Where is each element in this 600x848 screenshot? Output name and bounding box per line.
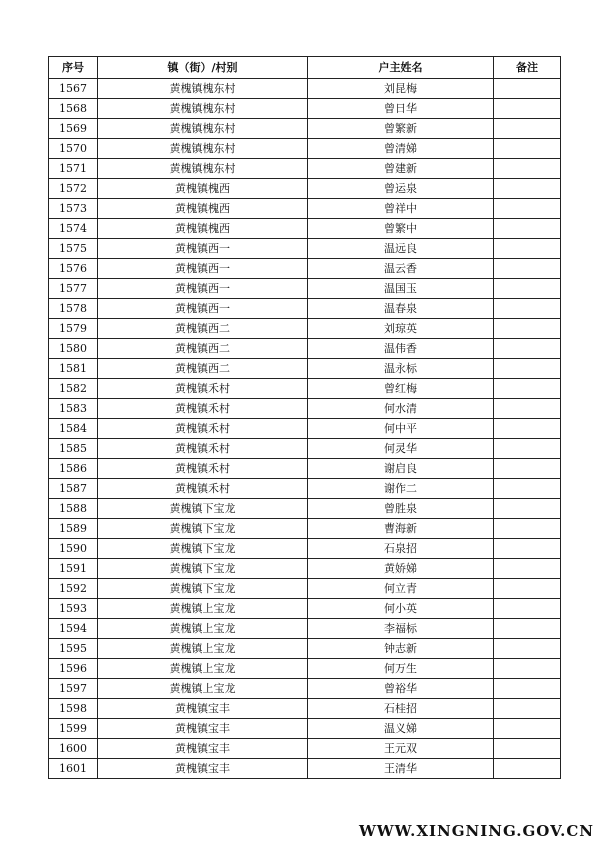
town-village-cell: 黄槐镇槐西 — [98, 219, 308, 239]
householder-name-cell: 何万生 — [308, 659, 494, 679]
table-body — [49, 79, 561, 779]
town-village-cell: 黄槐镇下宝龙 — [98, 539, 308, 559]
householder-name-cell: 温远良 — [308, 239, 494, 259]
remarks-cell — [494, 659, 561, 679]
serial-number-cell: 1595 — [49, 639, 98, 659]
householder-name-cell: 王清华 — [308, 759, 494, 779]
remarks-cell — [494, 439, 561, 459]
serial-number-cell: 1582 — [49, 379, 98, 399]
householder-name-cell: 石桂招 — [308, 699, 494, 719]
table-row — [49, 99, 561, 119]
town-village-cell: 黄槐镇下宝龙 — [98, 579, 308, 599]
table-row — [49, 419, 561, 439]
table-row — [49, 619, 561, 639]
header-remarks: 备注 — [494, 57, 561, 79]
table-row — [49, 179, 561, 199]
remarks-cell — [494, 559, 561, 579]
householder-name-cell: 何中平 — [308, 419, 494, 439]
serial-number-cell: 1596 — [49, 659, 98, 679]
town-village-cell: 黄槐镇槐东村 — [98, 159, 308, 179]
householder-name-cell: 钟志新 — [308, 639, 494, 659]
table-row — [49, 759, 561, 779]
table-row — [49, 399, 561, 419]
remarks-cell — [494, 719, 561, 739]
householder-name-cell: 王元双 — [308, 739, 494, 759]
serial-number-cell: 1587 — [49, 479, 98, 499]
remarks-cell — [494, 139, 561, 159]
town-village-cell: 黄槐镇禾村 — [98, 399, 308, 419]
town-village-cell: 黄槐镇槐西 — [98, 199, 308, 219]
town-village-cell: 黄槐镇西一 — [98, 279, 308, 299]
householder-name-cell: 曾清娣 — [308, 139, 494, 159]
header-serial-number: 序号 — [49, 57, 98, 79]
householder-name-cell: 刘昆梅 — [308, 79, 494, 99]
town-village-cell: 黄槐镇禾村 — [98, 459, 308, 479]
table-row — [49, 579, 561, 599]
householder-name-cell: 黄娇娣 — [308, 559, 494, 579]
town-village-cell: 黄槐镇西一 — [98, 239, 308, 259]
remarks-cell — [494, 639, 561, 659]
town-village-cell: 黄槐镇西一 — [98, 299, 308, 319]
serial-number-cell: 1574 — [49, 219, 98, 239]
table-row — [49, 339, 561, 359]
remarks-cell — [494, 259, 561, 279]
remarks-cell — [494, 679, 561, 699]
household-roster-table — [48, 56, 561, 779]
householder-name-cell: 温伟香 — [308, 339, 494, 359]
serial-number-cell: 1576 — [49, 259, 98, 279]
remarks-cell — [494, 359, 561, 379]
householder-name-cell: 石泉招 — [308, 539, 494, 559]
remarks-cell — [494, 539, 561, 559]
serial-number-cell: 1586 — [49, 459, 98, 479]
town-village-cell: 黄槐镇西二 — [98, 339, 308, 359]
table-row — [49, 679, 561, 699]
town-village-cell: 黄槐镇下宝龙 — [98, 519, 308, 539]
remarks-cell — [494, 339, 561, 359]
table-row — [49, 359, 561, 379]
header-town-village: 镇（街）/村别 — [98, 57, 308, 79]
remarks-cell — [494, 479, 561, 499]
town-village-cell: 黄槐镇禾村 — [98, 439, 308, 459]
remarks-cell — [494, 519, 561, 539]
town-village-cell: 黄槐镇槐东村 — [98, 99, 308, 119]
table-row — [49, 699, 561, 719]
table-row — [49, 479, 561, 499]
remarks-cell — [494, 599, 561, 619]
table-header — [49, 57, 561, 79]
serial-number-cell: 1567 — [49, 79, 98, 99]
remarks-cell — [494, 319, 561, 339]
remarks-cell — [494, 399, 561, 419]
table-row — [49, 219, 561, 239]
town-village-cell: 黄槐镇上宝龙 — [98, 639, 308, 659]
remarks-cell — [494, 699, 561, 719]
town-village-cell: 黄槐镇西二 — [98, 359, 308, 379]
table-row — [49, 379, 561, 399]
serial-number-cell: 1593 — [49, 599, 98, 619]
householder-name-cell: 曹海新 — [308, 519, 494, 539]
householder-name-cell: 何立青 — [308, 579, 494, 599]
town-village-cell: 黄槐镇禾村 — [98, 379, 308, 399]
serial-number-cell: 1591 — [49, 559, 98, 579]
town-village-cell: 黄槐镇上宝龙 — [98, 599, 308, 619]
serial-number-cell: 1599 — [49, 719, 98, 739]
serial-number-cell: 1577 — [49, 279, 98, 299]
remarks-cell — [494, 219, 561, 239]
table-row — [49, 639, 561, 659]
serial-number-cell: 1583 — [49, 399, 98, 419]
table-row — [49, 279, 561, 299]
householder-name-cell: 谢作二 — [308, 479, 494, 499]
householder-name-cell: 谢启良 — [308, 459, 494, 479]
householder-name-cell: 温云香 — [308, 259, 494, 279]
serial-number-cell: 1581 — [49, 359, 98, 379]
householder-name-cell: 李福标 — [308, 619, 494, 639]
remarks-cell — [494, 179, 561, 199]
remarks-cell — [494, 279, 561, 299]
serial-number-cell: 1580 — [49, 339, 98, 359]
town-village-cell: 黄槐镇下宝龙 — [98, 499, 308, 519]
serial-number-cell: 1569 — [49, 119, 98, 139]
householder-name-cell: 温永标 — [308, 359, 494, 379]
serial-number-cell: 1571 — [49, 159, 98, 179]
table-row — [49, 159, 561, 179]
householder-name-cell: 曾裕华 — [308, 679, 494, 699]
serial-number-cell: 1598 — [49, 699, 98, 719]
remarks-cell — [494, 619, 561, 639]
table-row — [49, 139, 561, 159]
table-row — [49, 199, 561, 219]
serial-number-cell: 1570 — [49, 139, 98, 159]
serial-number-cell: 1575 — [49, 239, 98, 259]
remarks-cell — [494, 119, 561, 139]
town-village-cell: 黄槐镇宝丰 — [98, 719, 308, 739]
table-row — [49, 659, 561, 679]
town-village-cell: 黄槐镇下宝龙 — [98, 559, 308, 579]
table-row — [49, 79, 561, 99]
householder-name-cell: 曾运泉 — [308, 179, 494, 199]
table-row — [49, 499, 561, 519]
serial-number-cell: 1568 — [49, 99, 98, 119]
householder-name-cell: 何小英 — [308, 599, 494, 619]
table-row — [49, 459, 561, 479]
town-village-cell: 黄槐镇上宝龙 — [98, 659, 308, 679]
serial-number-cell: 1594 — [49, 619, 98, 639]
householder-name-cell: 温义娣 — [308, 719, 494, 739]
table-row — [49, 539, 561, 559]
serial-number-cell: 1600 — [49, 739, 98, 759]
serial-number-cell: 1572 — [49, 179, 98, 199]
remarks-cell — [494, 199, 561, 219]
header-householder-name: 户主姓名 — [308, 57, 494, 79]
table-row — [49, 239, 561, 259]
table-row — [49, 439, 561, 459]
serial-number-cell: 1589 — [49, 519, 98, 539]
town-village-cell: 黄槐镇禾村 — [98, 479, 308, 499]
serial-number-cell: 1597 — [49, 679, 98, 699]
serial-number-cell: 1592 — [49, 579, 98, 599]
table-row — [49, 739, 561, 759]
serial-number-cell: 1573 — [49, 199, 98, 219]
householder-name-cell: 温春泉 — [308, 299, 494, 319]
householder-name-cell: 曾祥中 — [308, 199, 494, 219]
remarks-cell — [494, 99, 561, 119]
householder-name-cell: 曾繁新 — [308, 119, 494, 139]
town-village-cell: 黄槐镇宝丰 — [98, 739, 308, 759]
householder-name-cell: 何灵华 — [308, 439, 494, 459]
town-village-cell: 黄槐镇宝丰 — [98, 759, 308, 779]
remarks-cell — [494, 459, 561, 479]
town-village-cell: 黄槐镇西一 — [98, 259, 308, 279]
remarks-cell — [494, 499, 561, 519]
town-village-cell: 黄槐镇槐东村 — [98, 119, 308, 139]
serial-number-cell: 1601 — [49, 759, 98, 779]
householder-name-cell: 刘琼英 — [308, 319, 494, 339]
table-row — [49, 319, 561, 339]
householder-name-cell: 曾胜泉 — [308, 499, 494, 519]
serial-number-cell: 1579 — [49, 319, 98, 339]
householder-name-cell: 何水清 — [308, 399, 494, 419]
serial-number-cell: 1584 — [49, 419, 98, 439]
remarks-cell — [494, 159, 561, 179]
remarks-cell — [494, 239, 561, 259]
table-row — [49, 559, 561, 579]
table-row — [49, 599, 561, 619]
remarks-cell — [494, 419, 561, 439]
table-row — [49, 119, 561, 139]
town-village-cell: 黄槐镇上宝龙 — [98, 619, 308, 639]
table-row — [49, 299, 561, 319]
serial-number-cell: 1578 — [49, 299, 98, 319]
town-village-cell: 黄槐镇宝丰 — [98, 699, 308, 719]
serial-number-cell: 1588 — [49, 499, 98, 519]
town-village-cell: 黄槐镇槐东村 — [98, 79, 308, 99]
remarks-cell — [494, 79, 561, 99]
remarks-cell — [494, 379, 561, 399]
table-row — [49, 259, 561, 279]
town-village-cell: 黄槐镇上宝龙 — [98, 679, 308, 699]
town-village-cell: 黄槐镇西二 — [98, 319, 308, 339]
householder-name-cell: 温国玉 — [308, 279, 494, 299]
remarks-cell — [494, 299, 561, 319]
serial-number-cell: 1585 — [49, 439, 98, 459]
householder-name-cell: 曾日华 — [308, 99, 494, 119]
remarks-cell — [494, 579, 561, 599]
town-village-cell: 黄槐镇禾村 — [98, 419, 308, 439]
table-row — [49, 719, 561, 739]
serial-number-cell: 1590 — [49, 539, 98, 559]
table-row — [49, 519, 561, 539]
town-village-cell: 黄槐镇槐东村 — [98, 139, 308, 159]
householder-name-cell: 曾建新 — [308, 159, 494, 179]
site-watermark: WWW.XINGNING.GOV.CN — [358, 822, 594, 840]
header-row — [49, 57, 561, 79]
town-village-cell: 黄槐镇槐西 — [98, 179, 308, 199]
remarks-cell — [494, 759, 561, 779]
remarks-cell — [494, 739, 561, 759]
householder-name-cell: 曾红梅 — [308, 379, 494, 399]
householder-name-cell: 曾繁中 — [308, 219, 494, 239]
